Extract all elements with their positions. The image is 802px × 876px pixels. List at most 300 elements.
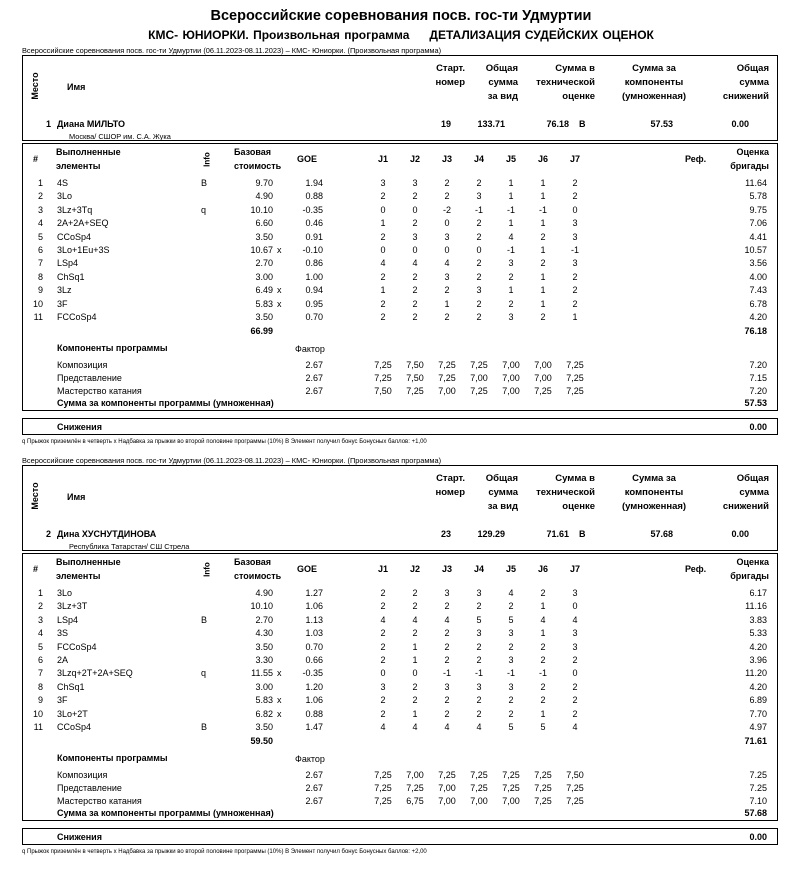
element-judge-3: 2 — [444, 601, 450, 612]
element-judge-1: 0 — [380, 245, 386, 255]
deductions-header: Общая сумма снижений — [722, 63, 769, 102]
element-judge-6: 1 — [540, 191, 546, 202]
element-score: 6.17 — [749, 588, 767, 598]
element-goe: 0.46 — [305, 218, 323, 229]
element-judge-3: 2 — [444, 655, 450, 665]
component-judge-4: 7,00 — [470, 796, 488, 807]
element-judge-3: 2 — [444, 191, 450, 202]
subtitle-left: КМС- ЮНИОРКИ. Произвольная программа — [148, 28, 410, 42]
component-judge-5: 7,00 — [502, 373, 520, 384]
judge-header-6: J6 — [537, 564, 548, 574]
element-row — [23, 600, 779, 613]
element-judge-2: 2 — [412, 601, 418, 612]
element-judge-3: 2 — [444, 708, 450, 719]
element-judge-5: 3 — [508, 628, 514, 639]
element-row — [23, 654, 779, 667]
skater-deductions: 0.00 — [731, 529, 749, 539]
element-code: 3F — [57, 298, 68, 309]
component-row — [23, 769, 779, 782]
component-score: 7.25 — [749, 770, 767, 781]
element-score: 7.06 — [749, 218, 767, 229]
element-judge-7: 0 — [572, 668, 578, 679]
element-number: 9 — [37, 285, 43, 296]
element-code: LSp4 — [57, 258, 79, 269]
element-row — [23, 177, 779, 190]
element-code: ChSq1 — [57, 271, 85, 282]
element-number: 7 — [37, 258, 43, 269]
element-judge-5: 1 — [508, 285, 514, 296]
element-judge-7: 2 — [572, 655, 578, 665]
skater-tes: 71.61 — [546, 529, 569, 539]
element-goe: 0.88 — [305, 708, 323, 719]
pcs-total-label: Сумма за компоненты программы (умноженная) — [57, 398, 274, 409]
total-score-header: Общая сумма за вид — [485, 473, 518, 512]
element-goe: 0.70 — [305, 312, 323, 322]
element-base: 4.90 — [255, 191, 273, 202]
element-judge-7: 2 — [572, 285, 578, 296]
element-judge-1: 2 — [380, 628, 386, 639]
element-code: 3Lo — [57, 588, 73, 598]
component-judge-7: 7,25 — [566, 783, 584, 794]
component-judge-2: 7,50 — [406, 373, 424, 384]
element-judge-7: 3 — [572, 588, 578, 598]
element-score: 4.20 — [749, 681, 767, 692]
panel-header: Оценка бригады — [730, 557, 769, 581]
element-number: 5 — [37, 231, 43, 242]
judge-header-3: J3 — [441, 564, 452, 574]
judge-header-7: J7 — [569, 154, 580, 164]
element-judge-2: 3 — [412, 178, 418, 188]
element-base: 5.83 — [255, 695, 273, 706]
element-judge-5: -1 — [506, 204, 515, 215]
base-header: Базовая стоимость — [234, 557, 282, 581]
element-judge-3: 4 — [444, 258, 450, 269]
element-judge-3: 1 — [444, 298, 450, 309]
component-judge-7: 7,25 — [566, 796, 584, 807]
component-row — [23, 795, 779, 808]
skater-name: Дина ХУСНУТДИНОВА — [57, 529, 157, 539]
element-judge-2: 2 — [412, 588, 418, 598]
element-info: B — [201, 614, 208, 625]
element-judge-1: 4 — [380, 258, 386, 269]
elements-header: Выполненные элементы — [56, 557, 121, 581]
tes-total: 71.61 — [744, 736, 767, 747]
element-judge-4: 2 — [476, 312, 482, 322]
component-judge-7: 7,25 — [566, 386, 584, 397]
factor-header: Фактор — [295, 344, 325, 355]
element-judge-6: 1 — [540, 601, 546, 612]
elements-table — [22, 553, 778, 821]
component-score: 7.25 — [749, 783, 767, 794]
element-number: 4 — [37, 218, 43, 229]
num-header: # — [33, 154, 39, 164]
element-judge-4: 2 — [476, 655, 482, 665]
element-judge-2: 1 — [412, 655, 418, 665]
component-row — [23, 372, 779, 385]
pcs-total-label: Сумма за компоненты программы (умноженная) — [57, 808, 274, 819]
judge-header-1: J1 — [377, 154, 388, 164]
element-judge-1: 2 — [380, 298, 386, 309]
component-judge-3: 7,25 — [438, 770, 456, 781]
element-goe: 0.91 — [305, 231, 323, 242]
element-judge-3: 0 — [444, 218, 450, 229]
element-row — [23, 204, 779, 217]
name-header: Имя — [67, 492, 86, 502]
skater-start-no: 19 — [440, 119, 451, 129]
element-judge-7: 2 — [572, 178, 578, 188]
factor-header: Фактор — [295, 754, 325, 765]
element-judge-2: 2 — [412, 218, 418, 229]
element-judge-7: -1 — [570, 245, 579, 255]
component-judge-6: 7,25 — [534, 783, 552, 794]
component-judge-2: 7,00 — [406, 770, 424, 781]
element-code: 3Lzq+2T+2A+SEQ — [57, 668, 133, 679]
component-judge-3: 7,00 — [438, 796, 456, 807]
pcs-total: 57.68 — [744, 808, 767, 819]
skater-place: 2 — [45, 529, 51, 539]
element-score: 5.33 — [749, 628, 767, 639]
deductions-label: Снижения — [57, 422, 102, 432]
element-judge-3: 2 — [444, 312, 450, 322]
element-judge-5: 2 — [508, 601, 514, 612]
element-judge-3: -2 — [442, 204, 451, 215]
element-judge-5: 2 — [508, 641, 514, 652]
component-judge-1: 7,25 — [374, 796, 392, 807]
element-judge-3: 4 — [444, 614, 450, 625]
element-row — [23, 257, 779, 270]
element-score: 11.64 — [745, 178, 767, 188]
element-goe: 0.86 — [305, 258, 323, 269]
element-bonus-x: x — [277, 298, 282, 309]
component-factor: 2.67 — [305, 386, 323, 397]
element-judge-1: 2 — [380, 655, 386, 665]
element-number: 6 — [37, 655, 43, 665]
element-row — [23, 298, 779, 311]
element-judge-7: 4 — [572, 722, 578, 732]
element-judge-5: 3 — [508, 258, 514, 269]
element-code: 3Lo — [57, 191, 73, 202]
deductions-row — [22, 418, 778, 435]
element-base: 3.30 — [255, 655, 273, 665]
component-judge-4: 7,25 — [470, 783, 488, 794]
place-header: Место — [30, 482, 40, 510]
element-goe: 0.94 — [305, 285, 323, 296]
element-judge-1: 2 — [380, 271, 386, 282]
element-judge-7: 2 — [572, 681, 578, 692]
component-factor: 2.67 — [305, 770, 323, 781]
element-base: 3.00 — [255, 681, 273, 692]
element-goe: 1.06 — [305, 601, 323, 612]
judge-header-5: J5 — [505, 564, 516, 574]
element-base: 10.10 — [250, 601, 273, 612]
element-judge-7: 3 — [572, 231, 578, 242]
pcs-header: Сумма за компоненты (умноженная) — [621, 63, 687, 102]
element-judge-2: 1 — [412, 708, 418, 719]
base-total: 59.50 — [250, 736, 273, 747]
element-code: 2A — [57, 655, 69, 665]
component-judge-6: 7,00 — [534, 373, 552, 384]
element-judge-3: 3 — [444, 588, 450, 598]
ref-header: Реф. — [685, 154, 707, 164]
element-judge-1: 1 — [380, 218, 386, 229]
element-judge-1: 2 — [380, 641, 386, 652]
judge-header-5: J5 — [505, 154, 516, 164]
element-row — [23, 284, 779, 297]
element-judge-6: 1 — [540, 178, 546, 188]
element-number: 11 — [33, 312, 43, 322]
element-judge-7: 2 — [572, 271, 578, 282]
deductions-total: 0.00 — [749, 832, 767, 842]
element-row — [23, 708, 779, 721]
element-judge-4: 2 — [476, 271, 482, 282]
element-code: 3Lz+3Tq — [57, 204, 93, 215]
skater-tes-flag: B — [579, 119, 586, 129]
element-judge-6: 1 — [540, 271, 546, 282]
skater-total: 129.29 — [477, 529, 505, 539]
element-judge-4: 3 — [476, 628, 482, 639]
element-score: 11.16 — [745, 601, 767, 612]
element-judge-2: 2 — [412, 271, 418, 282]
element-judge-4: 3 — [476, 681, 482, 692]
judge-header-4: J4 — [473, 564, 484, 574]
components-header: Компоненты программы — [57, 343, 168, 354]
element-judge-5: 3 — [508, 312, 514, 322]
element-judge-1: 2 — [380, 231, 386, 242]
element-score: 4.20 — [749, 641, 767, 652]
element-judge-2: 4 — [412, 258, 418, 269]
tes-total: 76.18 — [744, 326, 767, 337]
component-judge-6: 7,25 — [534, 770, 552, 781]
page-title: Всероссийские соревнования посв. гос-ти Удмуртии — [210, 8, 592, 24]
start-no-header: Старт. номер — [435, 473, 465, 498]
element-judge-5: -1 — [506, 668, 515, 679]
element-number: 8 — [37, 681, 43, 692]
element-goe: 1.00 — [305, 271, 323, 282]
start-no-header: Старт. номер — [435, 63, 465, 88]
element-number: 8 — [37, 271, 43, 282]
element-number: 10 — [32, 708, 43, 719]
component-score: 7.10 — [749, 796, 767, 807]
element-number: 11 — [33, 722, 43, 732]
component-factor: 2.67 — [305, 783, 323, 794]
element-row — [23, 217, 779, 230]
element-row — [23, 627, 779, 640]
component-row — [23, 359, 779, 372]
element-judge-6: 1 — [540, 298, 546, 309]
element-judge-2: 2 — [412, 681, 418, 692]
element-goe: 1.47 — [305, 722, 323, 732]
element-bonus-x: x — [277, 668, 282, 679]
element-judge-4: 2 — [476, 641, 482, 652]
element-code: 3Lz+3T — [57, 601, 88, 612]
num-header: # — [33, 564, 39, 574]
element-judge-6: 2 — [540, 258, 546, 269]
element-judge-1: 2 — [380, 601, 386, 612]
component-judge-5: 7,00 — [502, 386, 520, 397]
element-judge-2: 2 — [412, 628, 418, 639]
element-score: 3.96 — [749, 655, 767, 665]
element-bonus-x: x — [277, 245, 282, 255]
element-judge-1: 2 — [380, 191, 386, 202]
element-judge-4: 2 — [476, 178, 482, 188]
element-judge-7: 1 — [572, 312, 578, 322]
subtitle-right: ДЕТАЛИЗАЦИЯ СУДЕЙСКИХ ОЦЕНОК — [429, 28, 654, 42]
component-judge-3: 7,00 — [438, 386, 456, 397]
element-judge-4: 3 — [476, 588, 482, 598]
element-goe: 0.66 — [305, 655, 323, 665]
element-goe: -0.35 — [302, 204, 323, 215]
skater-pcs: 57.68 — [650, 529, 673, 539]
element-number: 4 — [37, 628, 43, 639]
element-judge-4: 2 — [476, 231, 482, 242]
element-judge-2: 0 — [412, 204, 418, 215]
element-row — [23, 587, 779, 600]
element-base: 3.50 — [255, 641, 273, 652]
element-score: 4.00 — [749, 271, 767, 282]
competition-caption: Всероссийские соревнования посв. гос-ти Удмуртии (06.11.2023-08.11.2023) – КМС- Юниорки. (Произвольная программа) — [22, 456, 442, 465]
element-judge-4: -1 — [474, 204, 483, 215]
element-code: 3F — [57, 695, 68, 706]
element-base: 2.70 — [255, 614, 273, 625]
components-header: Компоненты программы — [57, 753, 168, 764]
element-row — [23, 681, 779, 694]
element-judge-7: 3 — [572, 218, 578, 229]
element-number: 2 — [37, 601, 43, 612]
base-total: 66.99 — [250, 326, 273, 337]
element-number: 5 — [37, 641, 43, 652]
element-base: 9.70 — [255, 178, 273, 188]
element-judge-3: 2 — [444, 695, 450, 706]
element-judge-5: 2 — [508, 271, 514, 282]
element-judge-6: 4 — [540, 614, 546, 625]
element-judge-2: 2 — [412, 695, 418, 706]
element-judge-5: 4 — [508, 588, 514, 598]
element-goe: -0.10 — [302, 245, 323, 255]
element-judge-3: 2 — [444, 178, 450, 188]
elements-table — [22, 143, 778, 411]
element-judge-6: 2 — [540, 641, 546, 652]
element-number: 2 — [37, 191, 43, 202]
component-judge-2: 7,25 — [406, 783, 424, 794]
element-info: q — [201, 668, 207, 679]
element-number: 1 — [37, 588, 43, 598]
element-score: 4.41 — [749, 231, 767, 242]
element-row — [23, 311, 779, 324]
element-code: FCCoSp4 — [57, 641, 97, 652]
element-judge-7: 3 — [572, 628, 578, 639]
element-info: q — [201, 204, 207, 215]
element-judge-6: 1 — [540, 218, 546, 229]
element-code: CCoSp4 — [57, 231, 92, 242]
skater-club: Москва/ СШОР им. С.А. Жука — [69, 132, 171, 141]
pcs-total: 57.53 — [744, 398, 767, 409]
component-judge-1: 7,25 — [374, 360, 392, 371]
element-base: 6.60 — [255, 218, 273, 229]
element-goe: 0.70 — [305, 641, 323, 652]
element-judge-5: 3 — [508, 655, 514, 665]
element-judge-7: 2 — [572, 708, 578, 719]
element-judge-7: 2 — [572, 191, 578, 202]
element-number: 1 — [37, 178, 43, 188]
pcs-header: Сумма за компоненты (умноженная) — [621, 473, 687, 512]
element-judge-7: 0 — [572, 204, 578, 215]
footnote: q Прыжок приземлён в четверть x Надбавка за прыжки во второй половине программы (10%) B Элемент получил бонус Бонусных баллов: +1,00 — [22, 439, 427, 445]
element-code: ChSq1 — [57, 681, 85, 692]
element-judge-7: 3 — [572, 641, 578, 652]
element-base: 6.82 — [255, 708, 273, 719]
element-goe: 0.95 — [305, 298, 323, 309]
skater-tes-flag: B — [579, 529, 586, 539]
skater-header — [22, 465, 778, 551]
element-judge-3: 3 — [444, 231, 450, 242]
element-judge-3: 0 — [444, 245, 450, 255]
component-row — [23, 385, 779, 398]
panel-header: Оценка бригады — [730, 147, 769, 171]
element-code: LSp4 — [57, 614, 79, 625]
element-judge-1: 2 — [380, 708, 386, 719]
element-row — [23, 694, 779, 707]
judge-header-1: J1 — [377, 564, 388, 574]
element-judge-2: 4 — [412, 722, 418, 732]
element-judge-6: -1 — [538, 668, 547, 679]
element-goe: 1.03 — [305, 628, 323, 639]
component-score: 7.15 — [749, 373, 767, 384]
element-judge-1: 2 — [380, 695, 386, 706]
element-goe: 1.13 — [305, 614, 323, 625]
skater-block — [22, 456, 778, 856]
element-score: 5.78 — [749, 191, 767, 202]
component-judge-1: 7,25 — [374, 373, 392, 384]
element-judge-4: 5 — [476, 614, 482, 625]
component-judge-5: 7,00 — [502, 796, 520, 807]
element-base: 3.50 — [255, 312, 273, 322]
element-info: B — [201, 178, 208, 188]
element-judge-5: 2 — [508, 695, 514, 706]
component-factor: 2.67 — [305, 360, 323, 371]
element-score: 10.57 — [744, 245, 767, 255]
element-info: B — [201, 722, 208, 732]
component-name: Мастерство катания — [57, 386, 142, 397]
judge-header-2: J2 — [409, 154, 420, 164]
component-name: Композиция — [57, 360, 108, 371]
component-judge-7: 7,50 — [566, 770, 584, 781]
judge-header-7: J7 — [569, 564, 580, 574]
elements-header: Выполненные элементы — [56, 147, 121, 171]
element-judge-2: 3 — [412, 231, 418, 242]
element-number: 9 — [37, 695, 43, 706]
element-row — [23, 641, 779, 654]
judge-header-2: J2 — [409, 564, 420, 574]
element-row — [23, 271, 779, 284]
element-score: 3.56 — [749, 258, 767, 269]
element-judge-5: 5 — [508, 722, 514, 732]
element-bonus-x: x — [277, 708, 282, 719]
component-score: 7.20 — [749, 360, 767, 371]
element-judge-2: 4 — [412, 614, 418, 625]
component-judge-3: 7,25 — [438, 373, 456, 384]
component-judge-4: 7,25 — [470, 770, 488, 781]
element-bonus-x: x — [277, 695, 282, 706]
element-goe: 0.88 — [305, 191, 323, 202]
element-judge-6: 2 — [540, 231, 546, 242]
component-judge-4: 7,25 — [470, 360, 488, 371]
element-row — [23, 231, 779, 244]
element-judge-6: 2 — [540, 655, 546, 665]
element-score: 11.20 — [745, 668, 767, 679]
element-score: 7.43 — [749, 285, 767, 296]
element-judge-4: 2 — [476, 695, 482, 706]
element-judge-3: 2 — [444, 628, 450, 639]
